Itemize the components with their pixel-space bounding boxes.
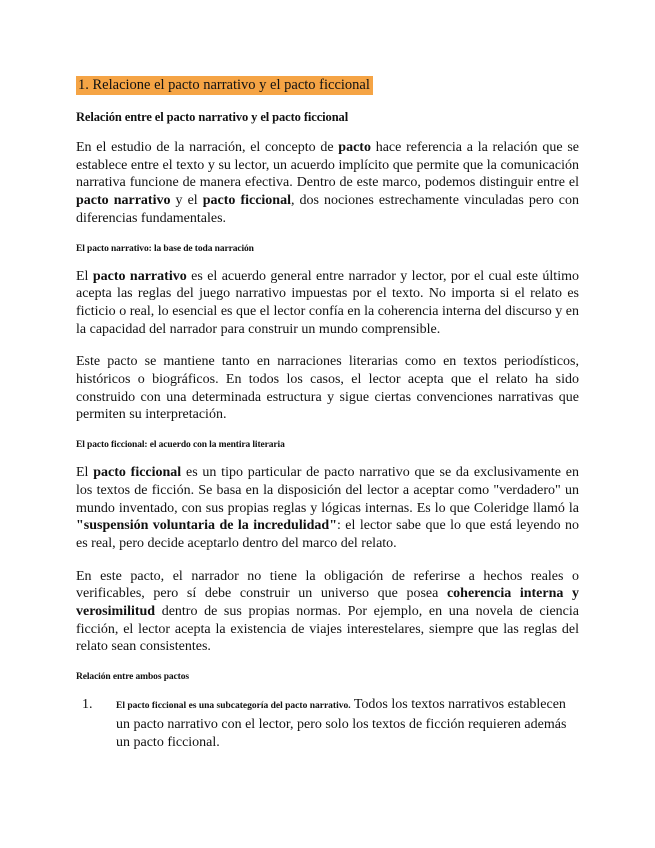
text-run: hace referencia a la relación que se establece entre el texto y su lector, un acuerdo implícito que permite que la comunicación narrativa funcione de manera efectiva. Dentro de este marco, podemos distinguir entre el	[76, 140, 579, 191]
subsection-title-pacto-ficcional: El pacto ficcional: el acuerdo con la mentira literaria	[76, 440, 285, 451]
text-run: es un tipo particular de pacto narrativo que se da exclusivamente en los textos de ficción. Se basa en la disposición del lector a aceptar como "verdadero" un mundo inventado, con sus propias reglas y lógicas internas. Es lo que Coleridge llamó la	[76, 465, 579, 516]
intro-paragraph	[76, 139, 579, 228]
bold-term: pacto ficcional	[202, 193, 291, 209]
paragraph-pacto-narrativo-2: Este pacto se mantiene tanto en narraciones literarias como en textos periodísticos, históricos o biográficos. En todos los casos, el lector acepta que el relato ha sido construido con una determinada estructura y sigue ciertas convenciones narrativas que permiten su interpretación.	[76, 354, 579, 423]
paragraph-pacto-narrativo-1	[76, 268, 579, 339]
paragraph-pacto-ficcional-1	[76, 464, 579, 553]
bold-term: pacto narrativo	[92, 268, 187, 284]
text-run: y el	[170, 193, 203, 209]
paragraph-pacto-ficcional-2	[76, 568, 579, 657]
text-run: dentro de sus propias normas. Por ejemplo, en una novela de ciencia ficción, el lector acepta la existencia de viajes interestelares, siempre que las reglas del relato sean consistentes.	[76, 604, 579, 655]
text-run: El	[76, 268, 93, 284]
text-run: En el estudio de la narración, el concepto de	[76, 140, 339, 155]
section-heading: Relación entre el pacto narrativo y el pacto ficcional	[76, 110, 349, 124]
text-run: : el lector sabe que lo que está leyendo no es real, pero decide aceptarlo dentro del marco del relato.	[76, 518, 580, 551]
list-item-text: Todos los textos narrativos establecen un pacto narrativo con el lector, pero solo los textos de ficción requieren además un pacto ficcional.	[116, 697, 567, 750]
bold-term: "suspensión voluntaria de la incredulidad"	[76, 518, 337, 534]
list-item	[96, 696, 579, 751]
subsection-title-pacto-narrativo: El pacto narrativo: la base de toda narración	[76, 243, 254, 254]
text-run: El	[76, 465, 94, 481]
list-item-bold: El pacto ficcional es una subcategoría del pacto narrativo.	[116, 701, 351, 712]
numbered-list	[76, 696, 579, 751]
bold-term: pacto ficcional	[93, 465, 182, 481]
text-run: , dos nociones estrechamente vinculadas pero con diferencias fundamentales.	[76, 193, 579, 226]
text-run: En este pacto, el narrador no tiene la obligación de referirse a hechos reales o verificables, pero sí debe construir un universo que posea	[76, 568, 579, 602]
bold-term: coherencia interna y verosimilitud	[76, 586, 579, 620]
document-content	[76, 76, 579, 751]
page-title: 1. Relacione el pacto narrativo y el pacto ficcional	[76, 76, 373, 95]
subsection-title-relacion: Relación entre ambos pactos	[76, 672, 189, 683]
text-run: es el acuerdo general entre narrador y lector, por el cual este último acepta las reglas del juego narrativo impuestas por el texto. No importa si el relato es ficticio o real, lo esencial es que el lector confía en la coherencia interna del discurso y en la capacidad del narrador para construir un mundo comprensible.	[76, 268, 579, 337]
bold-term: pacto	[338, 140, 371, 155]
bold-term: pacto narrativo	[76, 193, 171, 209]
